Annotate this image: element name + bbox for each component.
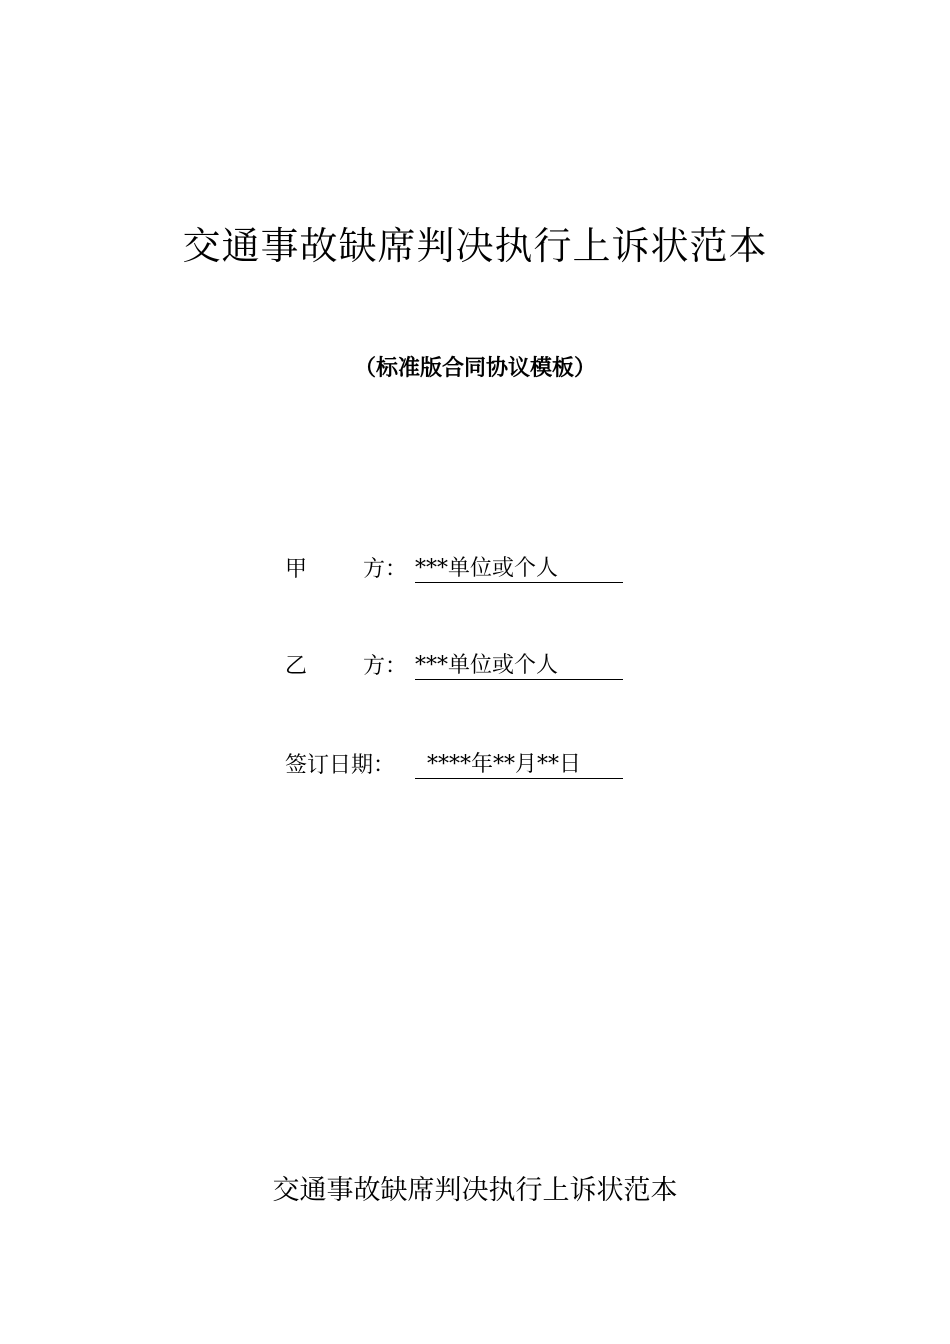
party-b-label-char1: 乙 bbox=[285, 654, 308, 679]
document-footer: 交通事故缺席判决执行上诉状范本 bbox=[272, 1175, 678, 1206]
party-b-label-char2: 方： bbox=[363, 654, 408, 679]
sign-date-value: ****年**月**日 bbox=[415, 750, 623, 779]
party-a-value: ***单位或个人 bbox=[415, 554, 623, 583]
party-b-value: ***单位或个人 bbox=[415, 651, 623, 680]
document-title: 交通事故缺席判决执行上诉状范本 bbox=[182, 224, 768, 268]
party-a-label-char2: 方： bbox=[363, 557, 408, 582]
sign-date-label: 签订日期： bbox=[285, 753, 396, 778]
party-a-label-char1: 甲 bbox=[285, 557, 308, 582]
document-subtitle: （标准版合同协议模板） bbox=[353, 355, 596, 381]
